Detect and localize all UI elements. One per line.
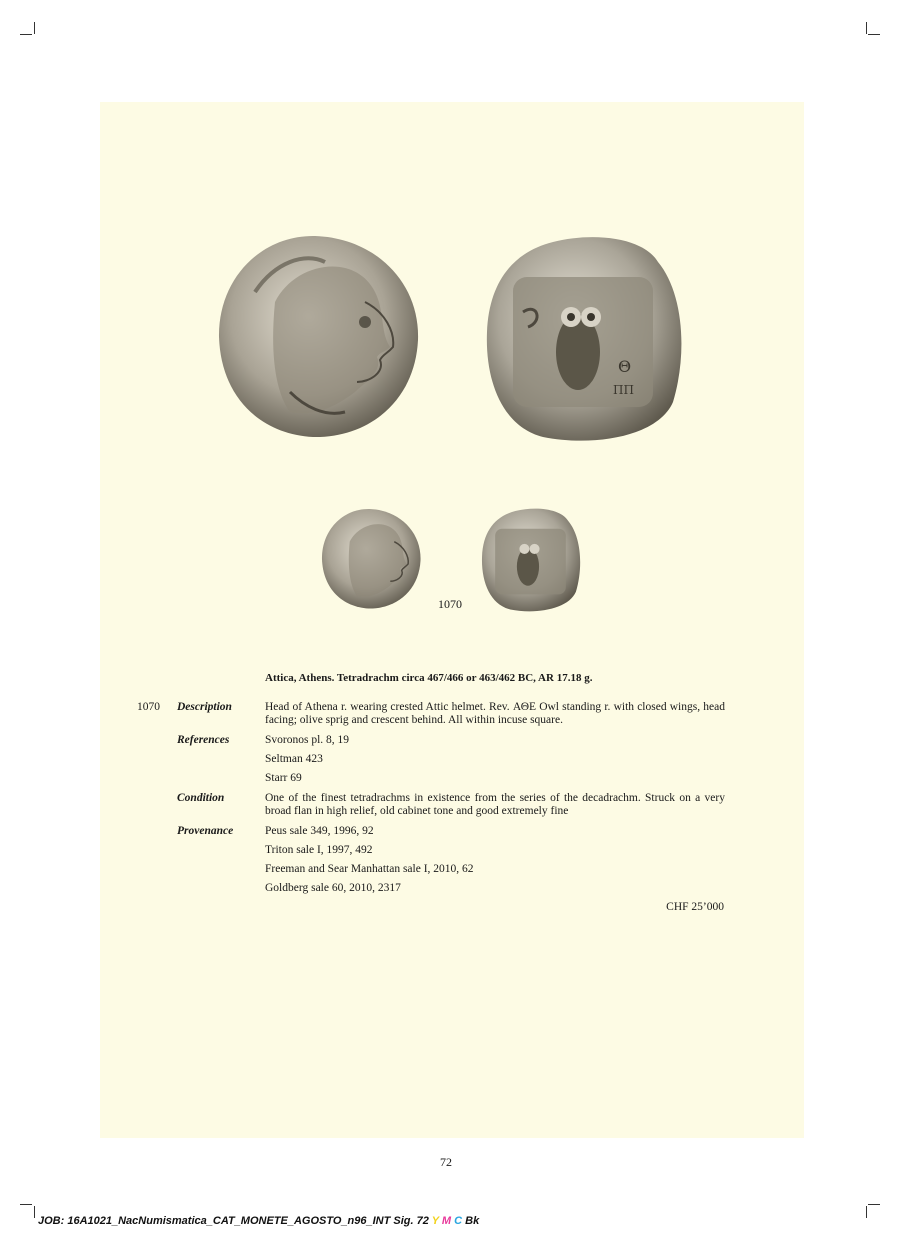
coin-obverse-athena-head-large bbox=[215, 232, 421, 442]
color-mark-magenta: M bbox=[441, 1215, 452, 1227]
crop-mark-top-left bbox=[20, 20, 42, 42]
lot-title: Attica, Athens. Tetradrachm circa 467/466 or 463/462 BC, AR 17.18 g. bbox=[265, 672, 593, 684]
svg-text:ΠΠ: ΠΠ bbox=[613, 383, 634, 397]
references-label: References bbox=[177, 734, 230, 746]
job-slug bbox=[38, 1215, 479, 1227]
price: CHF 25’000 bbox=[666, 901, 724, 913]
reference-item: Starr 69 bbox=[265, 772, 302, 784]
color-mark-yellow: Y bbox=[431, 1215, 439, 1227]
lot-number: 1070 bbox=[137, 701, 160, 713]
page-number: 72 bbox=[440, 1155, 452, 1169]
reference-item: Seltman 423 bbox=[265, 753, 323, 765]
provenance-label: Provenance bbox=[177, 825, 234, 837]
description-text: Head of Athena r. wearing crested Attic helmet. Rev. ΑΘΕ Owl standing r. with closed wings, head facing; olive sprig and crescent behind. All within incuse square. bbox=[265, 701, 725, 726]
provenance-item: Peus sale 349, 1996, 92 bbox=[265, 825, 374, 837]
crop-mark-top-right bbox=[858, 20, 880, 42]
provenance-item: Goldberg sale 60, 2010, 2317 bbox=[265, 882, 401, 894]
provenance-item: Triton sale I, 1997, 492 bbox=[265, 844, 373, 856]
catalogue-panel bbox=[100, 102, 804, 1138]
coin-obverse-athena-head-small bbox=[320, 506, 422, 612]
coin-reverse-owl-large bbox=[483, 232, 687, 446]
condition-label: Condition bbox=[177, 792, 225, 804]
description-label: Description bbox=[177, 701, 232, 713]
reference-item: Svoronos pl. 8, 19 bbox=[265, 734, 350, 746]
provenance-item: Freeman and Sear Manhattan sale I, 2010, 62 bbox=[265, 863, 474, 875]
color-mark-black: Bk bbox=[465, 1215, 480, 1227]
color-mark-cyan: C bbox=[454, 1215, 463, 1227]
job-slug-text: JOB: 16A1021_NacNumismatica_CAT_MONETE_AGOSTO_n96_INT Sig. 72 bbox=[38, 1215, 429, 1227]
plate-number: 1070 bbox=[438, 597, 462, 611]
coin-reverse-owl-small bbox=[480, 506, 583, 614]
condition-text: One of the finest tetradrachms in existence from the series of the decadrachm. Struck on a very broad flan in high relief, old cabinet tone and good extremely fine bbox=[265, 792, 725, 817]
crop-mark-bottom-right bbox=[858, 1200, 880, 1222]
svg-text:Θ: Θ bbox=[618, 357, 632, 376]
